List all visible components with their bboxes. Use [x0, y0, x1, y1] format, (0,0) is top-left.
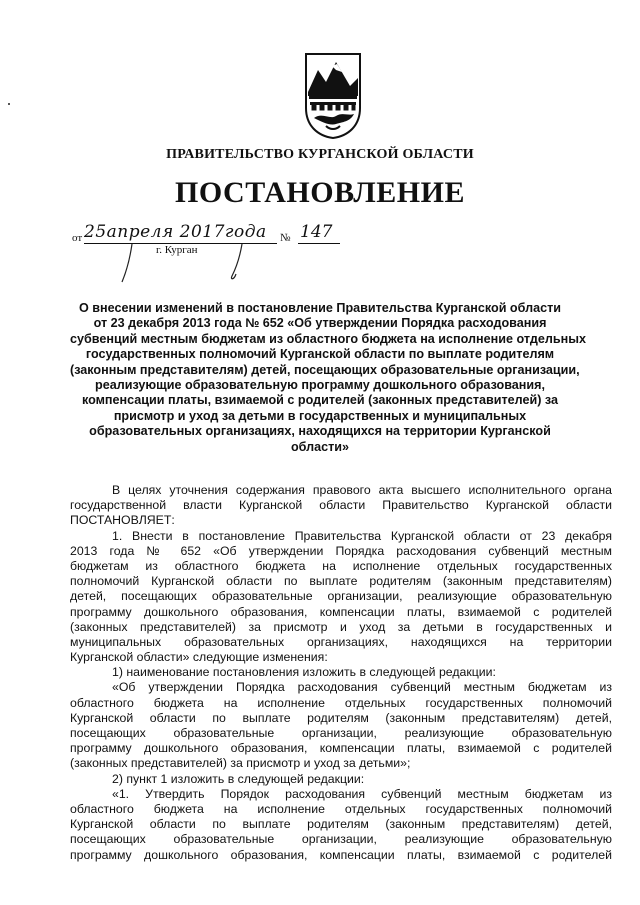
body-line: программу дошкольного образования, компенсации платы, взимаемой с родителей: [70, 847, 612, 862]
title-line: О внесении изменений в постановление Правительства Курганской области: [78, 301, 562, 315]
body-line: полномочий Курганской области по выплате родителям (законным представителям): [70, 574, 612, 589]
body-line: Курганской области по выплате родителям (законным представителям) детей,: [70, 710, 612, 725]
body-line: ПОСТАНОВЛЯЕТ:: [70, 513, 175, 528]
body-line: 2) пункт 1 изложить в следующей редакции:: [112, 771, 365, 786]
body-line: областного бюджета на исполнение отдельных государственных полномочий: [70, 695, 612, 710]
body-line: государственной власти Курганской области Правительство Курганской области: [70, 498, 612, 513]
body-line: Курганской области по выплате родителям (законным представителям) детей,: [70, 817, 612, 832]
title-line: субвенций местным бюджетам из областного бюджета на исполнение отдельных: [70, 331, 586, 346]
title-line: присмотр и уход за детьми в государственных и муниципальных: [113, 408, 527, 423]
city-label: г. Курган: [156, 244, 198, 256]
handwriting-strokes: [72, 222, 372, 292]
body-line: посещающих образовательные организации, реализующие образовательную: [70, 832, 612, 847]
body-line: детей, посещающих образовательные организации, реализующие образовательную: [70, 589, 612, 604]
title-line: от 23 декабря 2013 года № 652 «Об утверждении Порядка расходования: [93, 316, 547, 331]
title-line: государственных полномочий Курганской области по выплате родителям: [85, 347, 555, 362]
body-line: областного бюджета на исполнение отдельных государственных полномочий: [70, 801, 612, 816]
title-line: области»: [290, 439, 350, 454]
number-label: №: [280, 232, 291, 244]
body-line: бюджетам из областного бюджета на исполнение отдельных государственных: [70, 558, 612, 573]
handwritten-number: 147: [300, 222, 333, 242]
body-line: 1) наименование постановления изложить в следующей редакции:: [112, 665, 496, 680]
body-line: «Об утверждении Порядка расходования субвенций местным бюджетам из: [112, 680, 612, 695]
document-type-heading: ПОСТАНОВЛЕНИЕ: [175, 176, 465, 209]
document-title: [70, 301, 586, 455]
body-line: Курганской области» следующие изменения:: [70, 650, 328, 665]
from-label: от: [72, 232, 83, 244]
body-line: 2013 года № 652 «Об утверждении Порядка расходования субвенций местным: [70, 543, 612, 558]
title-line: компенсации платы, взимаемой с родителей (законных представителей) за: [81, 393, 559, 408]
scan-speck: [8, 103, 10, 105]
body-line: «1. Утвердить Порядок расходования субвенций местным бюджетам из: [112, 786, 612, 801]
handwritten-date: 25апреля 2017года: [84, 222, 267, 242]
body-line: муниципальных образовательных организациях, находящихся на территории: [70, 634, 612, 649]
document-body: [70, 483, 612, 863]
body-line: (законных представителей) за присмотр и уход за детьми в государственных и: [70, 619, 612, 634]
title-line: (законным представителям) детей, посещающих образовательные организации,: [70, 362, 580, 377]
title-line: реализующие образовательную программу дошкольного образования,: [95, 378, 545, 393]
body-line: программу дошкольного образования, компенсации платы, взимаемой с родителей: [70, 604, 612, 619]
body-line: посещающих образовательные организации, реализующие образовательную: [70, 726, 612, 740]
body-line: программу дошкольного образования, компенсации платы, взимаемой с родителей: [70, 741, 612, 756]
body-line: В целях уточнения содержания правового акта высшего исполнительного органа: [112, 483, 612, 497]
body-line: 1. Внести в постановление Правительства Курганской области от 23 декабря: [112, 528, 612, 543]
title-line: образовательных организациях, находящихся на территории Курганской: [89, 424, 551, 439]
kurgan-region-coat-of-arms-icon: [304, 52, 362, 140]
government-name: ПРАВИТЕЛЬСТВО КУРГАНСКОЙ ОБЛАСТИ: [166, 147, 474, 162]
body-line: (законных представителей) за присмотр и уход за детьми»;: [70, 756, 411, 771]
